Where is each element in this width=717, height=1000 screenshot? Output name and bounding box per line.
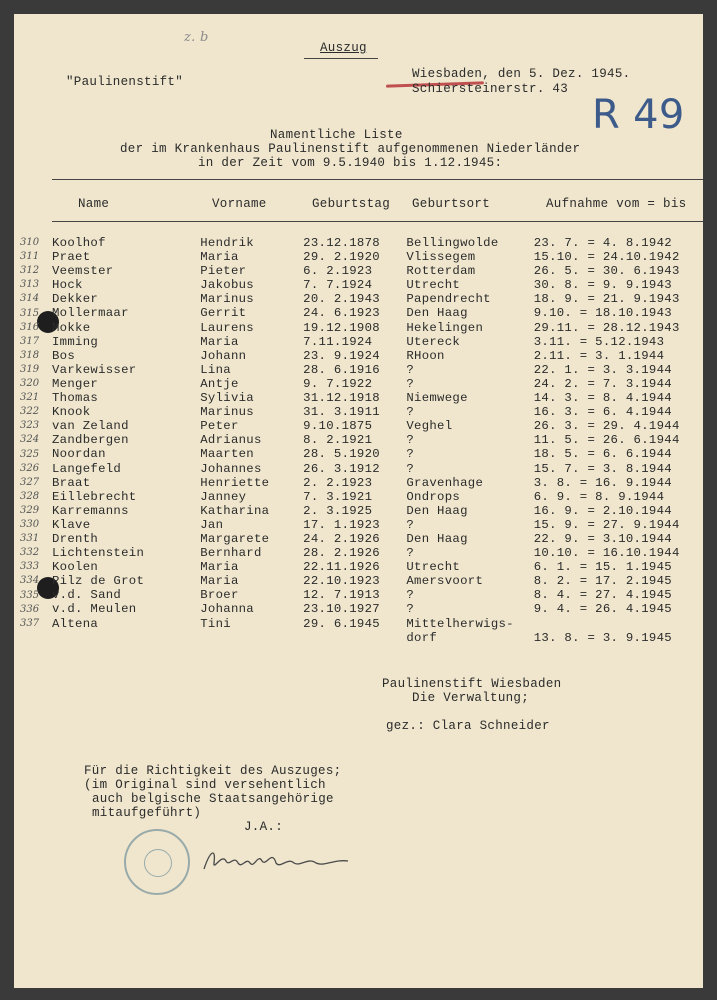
cell-geburtsort: Bellingwolde <box>406 236 499 250</box>
place-date: Wiesbaden, den 5. Dez. 1945. <box>412 67 631 81</box>
cell-vorname: Hendrik <box>200 236 254 250</box>
cell-aufnahme: 11. 5. = 26. 6.1944 <box>533 433 680 448</box>
cell-vorname: Antje <box>200 376 239 391</box>
cell-vorname: Maria <box>200 250 239 265</box>
handwritten-row-number: 330 <box>20 519 40 530</box>
handwritten-row-number: 318 <box>20 349 40 361</box>
cell-geburtsort: RHoon <box>406 348 445 363</box>
cell-aufnahme: 6. 9. = 8. 9.1944 <box>533 489 665 504</box>
cell-name: Koolen <box>52 560 99 575</box>
heading-line-3: in der Zeit vom 9.5.1940 bis 1.12.1945: <box>198 156 503 170</box>
table-row <box>52 391 703 405</box>
cell-aufnahme: 16. 9. = 2.10.1944 <box>533 503 672 518</box>
cell-vorname: Johann <box>200 348 247 363</box>
handwritten-row-number: 334 <box>20 575 40 587</box>
table-row <box>52 504 703 518</box>
table-row <box>52 250 703 264</box>
cell-aufnahme: 24. 2. = 7. 3.1944 <box>533 376 672 391</box>
cell-geburtsort: ? <box>406 517 415 532</box>
cell-geburtsort: Den Haag <box>406 503 468 518</box>
table-row <box>52 419 703 433</box>
cell-aufnahme: 13. 8. = 3. 9.1945 <box>533 630 672 645</box>
cell-aufnahme: 3.11. = 5.12.1943 <box>533 334 665 349</box>
document-page <box>14 14 703 988</box>
cell-aufnahme: 2.11. = 3. 1.1944 <box>533 348 665 363</box>
cell-name: Dekker <box>52 292 99 307</box>
cell-name: Braat <box>52 475 91 490</box>
cell-geburtstag: 8. 2.1921 <box>303 433 373 448</box>
cell-vorname: Jakobus <box>200 278 254 293</box>
cell-geburtstag: 9.10.1875 <box>303 419 373 434</box>
cell-aufnahme: 16. 3. = 6. 4.1944 <box>533 405 672 420</box>
handwritten-row-number: 313 <box>20 279 40 291</box>
cell-geburtsort: ? <box>406 602 415 617</box>
cell-vorname: Laurens <box>200 320 254 335</box>
cell-vorname: Tini <box>200 616 231 631</box>
pencil-note: z. b <box>184 30 209 45</box>
cell-aufnahme: 18. 5. = 6. 6.1944 <box>533 447 672 462</box>
cell-geburtsort: Amersvoort <box>406 574 484 589</box>
cell-name: Veemster <box>52 264 114 279</box>
cell-geburtstag: 6. 2.1923 <box>303 264 373 279</box>
heading-line-1: Namentliche Liste <box>270 128 403 142</box>
cell-name: Knook <box>52 405 91 420</box>
cell-vorname: Pieter <box>200 264 247 279</box>
column-header-aufnahme: Aufnahme vom = bis <box>546 197 687 211</box>
cell-name: Praet <box>52 250 91 265</box>
cell-geburtsort: Ondrops <box>406 489 461 504</box>
header-rule-top <box>52 179 703 180</box>
signature-stroke <box>204 853 348 869</box>
cell-geburtsort: Utrecht <box>406 560 461 575</box>
table-row <box>52 335 703 349</box>
cell-geburtstag: 9. 7.1922 <box>303 376 373 391</box>
cell-name: Menger <box>52 376 99 391</box>
table-row <box>52 574 703 588</box>
cell-geburtstag: 20. 2.1943 <box>303 292 380 307</box>
cell-vorname <box>200 631 303 645</box>
heading-line-2: der im Krankenhaus Paulinenstift aufgenommenen Niederländer <box>120 142 581 156</box>
table-row <box>52 532 703 546</box>
handwritten-row-number: 326 <box>20 462 40 474</box>
handwritten-row-number: 322 <box>20 406 40 418</box>
cell-vorname: Marinus <box>200 292 254 307</box>
table-row <box>52 405 703 419</box>
table-row <box>52 278 703 292</box>
cell-vorname: Maria <box>200 560 239 575</box>
handwritten-row-number: 317 <box>20 335 40 347</box>
cell-name: Pilz de Grot <box>52 574 145 589</box>
handwritten-row-number: 323 <box>20 420 40 432</box>
cell-vorname: Bernhard <box>200 546 262 561</box>
table-row <box>52 377 703 391</box>
handwritten-row-number: 332 <box>20 547 40 559</box>
cell-aufnahme: 29.11. = 28.12.1943 <box>533 320 680 335</box>
cell-aufnahme <box>534 617 703 631</box>
cell-vorname: Marinus <box>200 405 254 420</box>
certification-line-4: mitaufgeführt) <box>92 806 202 820</box>
cell-name: Koolhof <box>52 236 106 250</box>
cell-vorname: Gerrit <box>200 306 247 321</box>
table-row <box>52 518 703 532</box>
cell-geburtstag: 24. 2.1926 <box>303 531 380 546</box>
cell-vorname: Jan <box>200 517 224 532</box>
table-row <box>52 363 703 377</box>
cell-name <box>52 631 200 645</box>
cell-geburtsort: Mittelherwigs- <box>406 616 514 631</box>
cell-name: Imming <box>52 334 99 349</box>
cell-name: Mokke <box>52 320 91 335</box>
file-number: R 49 <box>592 92 685 138</box>
handwritten-row-number: 312 <box>20 265 40 277</box>
signed-by: gez.: Clara Schneider <box>386 719 550 733</box>
cell-name: Langefeld <box>52 461 122 476</box>
table-row <box>52 236 703 250</box>
cell-geburtstag: 28. 5.1920 <box>303 447 380 462</box>
cell-geburtstag: 31. 3.1911 <box>303 405 380 420</box>
cell-geburtsort: Utereck <box>406 334 461 349</box>
cell-vorname: Maria <box>200 334 239 349</box>
cell-geburtsort: ? <box>406 362 415 377</box>
table-row <box>52 462 703 476</box>
institution-name: "Paulinenstift" <box>66 75 184 89</box>
cell-geburtstag <box>303 631 406 645</box>
cell-geburtsort: ? <box>406 546 415 561</box>
cell-geburtstag: 7.11.1924 <box>303 334 373 349</box>
cell-geburtstag: 23.12.1878 <box>303 236 380 250</box>
cell-geburtstag: 22.10.1923 <box>303 574 380 589</box>
cell-name: Bos <box>52 348 76 363</box>
cell-geburtstag: 23.10.1927 <box>303 602 380 617</box>
cell-geburtsort: Den Haag <box>406 306 468 321</box>
cell-aufnahme: 30. 8. = 9. 9.1943 <box>533 278 672 293</box>
table-row <box>52 292 703 306</box>
handwritten-row-number: 320 <box>20 378 40 389</box>
cell-geburtsort: Veghel <box>406 419 453 434</box>
cell-geburtsort: Den Haag <box>406 531 468 546</box>
cell-vorname: Margarete <box>200 531 270 546</box>
cell-aufnahme: 10.10. = 16.10.1944 <box>533 546 680 561</box>
cell-geburtsort: Niemwege <box>406 391 468 406</box>
ja-label: J.A.: <box>244 820 284 834</box>
address: Schiersteinerstr. 43 <box>412 82 569 96</box>
cell-name: Mollermaar <box>52 306 129 321</box>
table-row <box>52 476 703 490</box>
cell-vorname: Johannes <box>200 461 262 476</box>
cell-geburtsort: Papendrecht <box>406 292 491 307</box>
cell-geburtstag: 31.12.1918 <box>303 391 380 406</box>
cell-vorname: Johanna <box>200 602 254 617</box>
cell-vorname: Katharina <box>200 503 270 518</box>
cell-geburtstag: 2. 2.1923 <box>303 475 373 490</box>
handwritten-row-number: 337 <box>20 617 40 629</box>
cell-name: Varkewisser <box>52 362 137 377</box>
document-title: Auszug <box>320 41 367 55</box>
cell-aufnahme: 26. 5. = 30. 6.1943 <box>533 264 680 279</box>
handwritten-row-number: 316 <box>20 321 40 333</box>
handwritten-row-number: 328 <box>20 490 40 502</box>
closing-line-1: Paulinenstift Wiesbaden <box>382 677 562 691</box>
cell-geburtsort: ? <box>406 447 415 462</box>
cell-vorname: Maria <box>200 574 239 589</box>
cell-geburtstag: 7. 3.1921 <box>303 489 373 504</box>
handwritten-row-number: 310 <box>20 237 40 248</box>
cell-geburtstag: 23. 9.1924 <box>303 348 380 363</box>
table-row <box>52 349 703 363</box>
cell-name: Klave <box>52 517 91 532</box>
cell-aufnahme: 15. 7. = 3. 8.1944 <box>533 461 672 476</box>
cell-name: Karremanns <box>52 503 129 518</box>
table-row <box>52 433 703 447</box>
cell-geburtstag: 29. 6.1945 <box>303 616 380 631</box>
handwritten-row-number: 331 <box>20 533 40 545</box>
cell-geburtsort: ? <box>406 376 415 391</box>
cell-geburtsort: Vlissegem <box>406 250 476 265</box>
cell-aufnahme: 26. 3. = 29. 4.1944 <box>533 419 680 434</box>
cell-name: Noordan <box>52 447 106 462</box>
cell-name: Eillebrecht <box>52 489 137 504</box>
cell-aufnahme: 22. 9. = 3.10.1944 <box>533 531 672 546</box>
header-rule-bottom <box>52 221 703 222</box>
table-row <box>52 546 703 560</box>
cell-vorname: Peter <box>200 419 239 434</box>
handwritten-row-number: 335 <box>20 589 40 601</box>
cell-vorname: Lina <box>200 362 231 377</box>
cell-geburtstag: 24. 6.1923 <box>303 306 380 321</box>
table-row <box>52 490 703 504</box>
column-header-name: Name <box>78 197 110 211</box>
cell-vorname: Sylivia <box>200 391 254 406</box>
cell-aufnahme: 9.10. = 18.10.1943 <box>533 306 672 321</box>
cell-aufnahme: 15.10. = 24.10.1942 <box>533 250 680 265</box>
table-row <box>52 631 703 645</box>
cell-geburtsort: Rotterdam <box>406 264 476 279</box>
cell-aufnahme: 18. 9. = 21. 9.1943 <box>533 292 680 307</box>
handwritten-row-number: 336 <box>20 603 40 615</box>
cell-geburtstag: 29. 2.1920 <box>303 250 380 265</box>
table-row <box>52 602 703 616</box>
cell-aufnahme: 8. 2. = 17. 2.1945 <box>533 574 672 589</box>
stamp-inner-ring <box>144 849 172 877</box>
table-row <box>52 617 703 631</box>
cell-aufnahme: 6. 1. = 15. 1.1945 <box>533 560 672 575</box>
certification-line-2: (im Original sind versehentlich <box>84 778 326 792</box>
cell-geburtsort: ? <box>406 433 415 448</box>
handwritten-row-number: 321 <box>20 392 40 404</box>
cell-geburtsort: Utrecht <box>406 278 461 293</box>
handwritten-row-number: 333 <box>20 561 40 573</box>
cell-aufnahme: 15. 9. = 27. 9.1944 <box>533 517 680 532</box>
cell-geburtsort: dorf <box>406 630 438 645</box>
cell-name: v.d. Meulen <box>52 602 137 617</box>
column-header-geburtstag: Geburtstag <box>312 197 391 211</box>
table-row <box>52 447 703 461</box>
cell-geburtstag: 2. 3.1925 <box>303 503 373 518</box>
cell-name: van Zeland <box>52 419 129 434</box>
certification-line-1: Für die Richtigkeit des Auszuges; <box>84 764 342 778</box>
certification-line-3: auch belgische Staatsangehörige <box>92 792 334 806</box>
cell-geburtsort: ? <box>406 461 415 476</box>
table-row <box>52 264 703 278</box>
handwritten-signature <box>198 839 358 879</box>
column-header-vorname: Vorname <box>212 197 267 211</box>
cell-name: Altena <box>52 616 99 631</box>
official-stamp <box>124 829 190 895</box>
handwritten-row-number: 311 <box>20 251 40 263</box>
cell-geburtstag: 12. 7.1913 <box>303 588 380 603</box>
cell-geburtstag: 28. 2.1926 <box>303 546 380 561</box>
cell-aufnahme: 9. 4. = 26. 4.1945 <box>533 602 672 617</box>
cell-geburtstag: 17. 1.1923 <box>303 517 380 532</box>
cell-geburtstag: 7. 7.1924 <box>303 278 373 293</box>
cell-aufnahme: 3. 8. = 16. 9.1944 <box>533 475 672 490</box>
cell-name: v.d. Sand <box>52 588 122 603</box>
handwritten-row-number: 329 <box>20 504 40 516</box>
cell-geburtstag: 19.12.1908 <box>303 320 380 335</box>
cell-aufnahme: 23. 7. = 4. 8.1942 <box>533 236 672 250</box>
handwritten-row-number: 319 <box>20 363 40 375</box>
cell-vorname: Janney <box>200 489 247 504</box>
cell-aufnahme: 22. 1. = 3. 3.1944 <box>533 362 672 377</box>
cell-geburtstag: 26. 3.1912 <box>303 461 380 476</box>
handwritten-row-number: 327 <box>20 476 40 488</box>
closing-line-2: Die Verwaltung; <box>412 691 530 705</box>
cell-aufnahme: 8. 4. = 27. 4.1945 <box>533 588 672 603</box>
cell-geburtsort: Gravenhage <box>406 475 484 490</box>
cell-name: Thomas <box>52 391 99 406</box>
title-underline <box>304 58 378 59</box>
table-row <box>52 588 703 602</box>
handwritten-row-number: 324 <box>20 434 40 446</box>
cell-geburtsort: ? <box>406 405 415 420</box>
cell-geburtsort: Hekelingen <box>406 320 484 335</box>
cell-name: Lichtenstein <box>52 546 145 561</box>
cell-vorname: Adrianus <box>200 433 262 448</box>
table-row <box>52 321 703 335</box>
handwritten-row-number: 315 <box>20 307 40 319</box>
cell-name: Zandbergen <box>52 433 129 448</box>
cell-geburtstag: 28. 6.1916 <box>303 362 380 377</box>
cell-geburtsort: ? <box>406 588 415 603</box>
table-row <box>52 306 703 320</box>
column-header-geburtsort: Geburtsort <box>412 197 491 211</box>
cell-vorname: Broer <box>200 588 239 603</box>
cell-geburtstag: 22.11.1926 <box>303 560 380 575</box>
cell-vorname: Henriette <box>200 475 270 490</box>
cell-vorname: Maarten <box>200 447 254 462</box>
table-row <box>52 560 703 574</box>
handwritten-row-number: 325 <box>20 448 40 460</box>
cell-aufnahme: 14. 3. = 8. 4.1944 <box>533 391 672 406</box>
handwritten-row-number: 314 <box>20 293 40 305</box>
cell-name: Hock <box>52 278 83 293</box>
cell-name: Drenth <box>52 531 99 546</box>
patient-table <box>52 236 703 645</box>
